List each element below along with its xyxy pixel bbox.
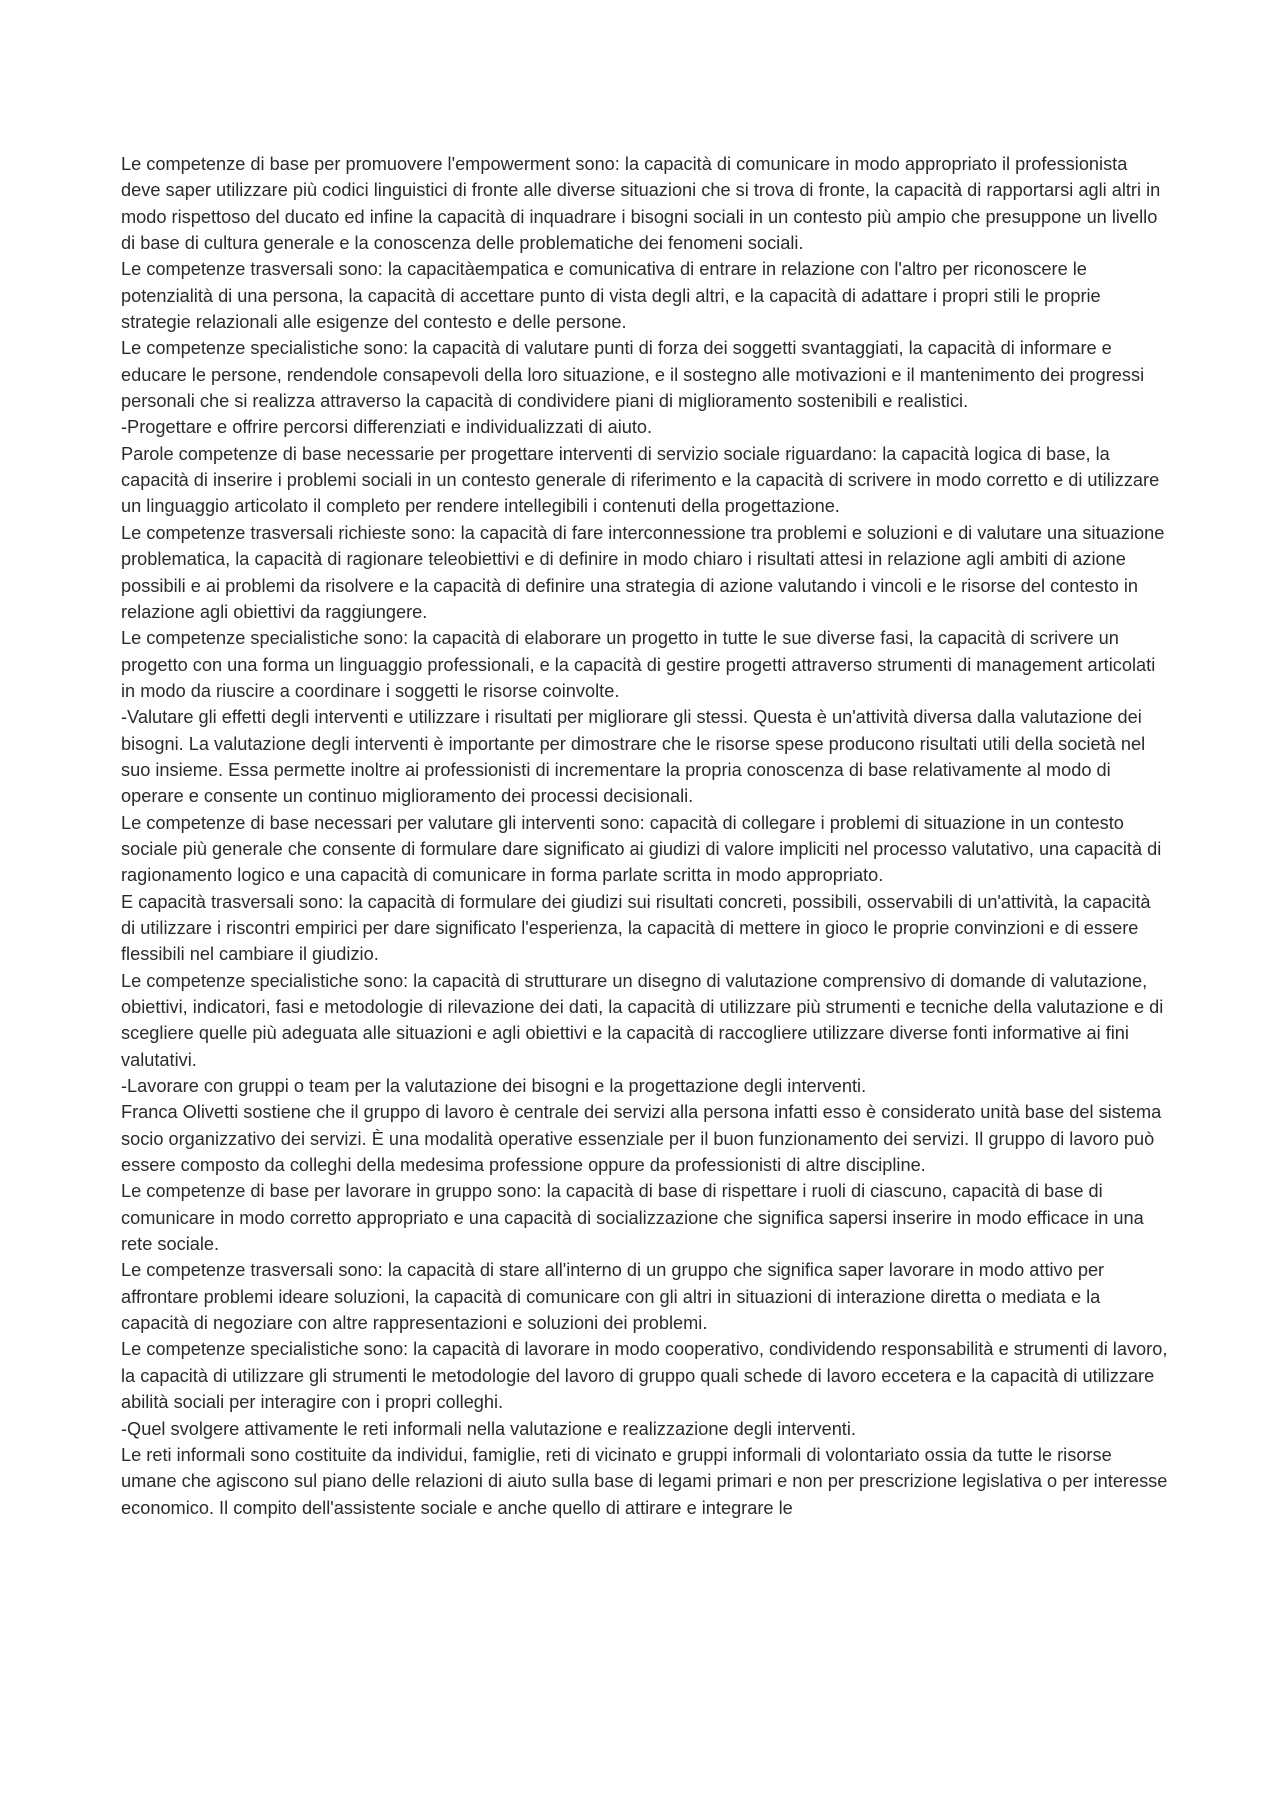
paragraph-progettare-base: Parole competenze di base necessarie per progettare interventi di servizio sociale riguardano: la capacità logica di base, la capacità di inserire i problemi sociali in un contesto generale di riferimento e la capacità di scrivere in modo corretto e di utilizzare un linguaggio articolato il completo per rendere intellegibili i contenuti della progettazione. bbox=[121, 443, 1160, 517]
paragraph-empowerment-base: Le competenze di base per promuovere l'empowerment sono: la capacità di comunicare in modo appropriato il professionista deve saper utilizzare più codici linguistici di fronte alle diverse situazioni che si trova di fronte, la capacità di rapportarsi agli altri in modo rispettoso del ducato ed infine la capacità di inquadrare i bisogni sociali in un contesto più ampio che presuppone un livello di base di cultura generale e la conoscenza delle problematiche dei fenomeni sociali. bbox=[121, 154, 1161, 254]
paragraph-gruppo-trasversali: Le competenze trasversali sono: la capacità di stare all'interno di un gruppo che significa saper lavorare in modo attivo per affrontare problemi ideare soluzioni, la capacità di comunicare con gli altri in situazioni di interazione diretta o mediata e la capacità di negoziare con altre rappresentazioni e soluzioni dei problemi. bbox=[121, 1260, 1105, 1334]
paragraph-progettare-specialistiche: Le competenze specialistiche sono: la capacità di elaborare un progetto in tutte le sue diverse fasi, la capacità di scrivere un progetto con una forma un linguaggio professionali, e la capacità di gestire progetti attraverso strumenti di management articolati in modo da riuscire a coordinare i soggetti le risorse coinvolte. bbox=[121, 628, 1156, 701]
document-body bbox=[121, 151, 1169, 1521]
paragraph-progettare-trasversali: Le competenze trasversali richieste sono: la capacità di fare interconnessione tra problemi e soluzioni e di valutare una situazione problematica, la capacità di ragionare teleobiettivi e di definire in modo chiaro i risultati attesi in relazione agli ambiti di azione possibili e ai problemi da risolvere e la capacità di definire una strategia di azione valutando i vincoli e le risorse del contesto in relazione agli obiettivi da raggiungere. bbox=[121, 522, 1165, 622]
paragraph-valutare-specialistiche: Le competenze specialistiche sono: la capacità di strutturare un disegno di valutazione comprensivo di domande di valutazione, obiettivi, indicatori, fasi e metodologie di rilevazione dei dati, la capacità di utilizzare più strumenti e tecniche della valutazione e di scegliere quelle più adeguata alle situazioni e agli obiettivi e la capacità di raccogliere utilizzare diverse fonti informative ai fini valutativi. bbox=[121, 970, 1164, 1070]
heading-progettare: -Progettare e offrire percorsi differenziati e individualizzati di aiuto. bbox=[121, 417, 653, 438]
paragraph-gruppo-specialistiche: Le competenze specialistiche sono: la capacità di lavorare in modo cooperativo, condividendo responsabilità e strumenti di lavoro, la capacità di utilizzare gli strumenti le metodologie del lavoro di gruppo quali schede di lavoro eccetera e la capacità di utilizzare abilità sociali per interagire con i propri colleghi. bbox=[121, 1339, 1168, 1413]
paragraph-valutare-trasversali: E capacità trasversali sono: la capacità di formulare dei giudizi sui risultati concreti, possibili, osservabili di un'attività, la capacità di utilizzare i riscontri empirici per dare significato l'esperienza, la capacità di mettere in gioco le proprie convinzioni e di essere flessibili nel cambiare il giudizio. bbox=[121, 891, 1151, 965]
paragraph-reti-informali: Le reti informali sono costituite da individui, famiglie, reti di vicinato e gruppi informali di volontariato ossia da tutte le risorse umane che agiscono sul piano delle relazioni di aiuto sulla base di legami primari e non per prescrizione legislativa o per interesse economico. Il compito dell'assistente sociale e anche quello di attirare e integrare le bbox=[121, 1444, 1168, 1518]
paragraph-empowerment-trasversali: Le competenze trasversali sono: la capacitàempatica e comunicativa di entrare in relazione con l'altro per riconoscere le potenzialità di una persona, la capacità di accettare punto di vista degli altri, e la capacità di adattare i propri stili le proprie strategie relazionali alle esigenze del contesto e delle persone. bbox=[121, 259, 1101, 333]
heading-reti-informali: -Quel svolgere attivamente le reti informali nella valutazione e realizzazione degli interventi. bbox=[121, 1418, 856, 1439]
heading-valutare: -Valutare gli effetti degli interventi e utilizzare i risultati per migliorare gli stessi. Questa è un'attività diversa dalla valutazione dei bisogni. La valutazione degli interventi è importante per dimostrare che le risorse spese producono risultati utili della società nel suo insieme. Essa permette inoltre ai professionisti di incrementare la propria conoscenza di base relativamente al modo di operare e consente un continuo miglioramento dei processi decisionali. bbox=[121, 707, 1146, 807]
paragraph-valutare-base: Le competenze di base necessari per valutare gli interventi sono: capacità di collegare i problemi di situazione in un contesto sociale più generale che consente di formulare dare significato ai giudizi di valore impliciti nel processo valutativo, una capacità di ragionamento logico e una capacità di comunicare in forma parlate scritta in modo appropriato. bbox=[121, 812, 1162, 886]
paragraph-gruppo-base: Le competenze di base per lavorare in gruppo sono: la capacità di base di rispettare i ruoli di ciascuno, capacità di base di comunicare in modo corretto appropriato e una capacità di socializzazione che significa sapersi inserire in modo efficace in una rete sociale. bbox=[121, 1181, 1144, 1255]
paragraph-empowerment-specialistiche: Le competenze specialistiche sono: la capacità di valutare punti di forza dei soggetti svantaggiati, la capacità di informare e educare le persone, rendendole consapevoli della loro situazione, e il sostegno alle motivazioni e il mantenimento dei progressi personali che si realizza attraverso la capacità di condividere piani di miglioramento sostenibili e realistici. bbox=[121, 338, 1145, 412]
heading-lavorare-gruppi: -Lavorare con gruppi o team per la valutazione dei bisogni e la progettazione degli interventi. bbox=[121, 1076, 867, 1097]
paragraph-gruppo-lavoro: Franca Olivetti sostiene che il gruppo di lavoro è centrale dei servizi alla persona infatti esso è considerato unità base del sistema socio organizzativo dei servizi. È una modalità operative essenziale per il buon funzionamento dei servizi. Il gruppo di lavoro può essere composto da colleghi della medesima professione oppure da professionisti di altre discipline. bbox=[121, 1102, 1162, 1176]
